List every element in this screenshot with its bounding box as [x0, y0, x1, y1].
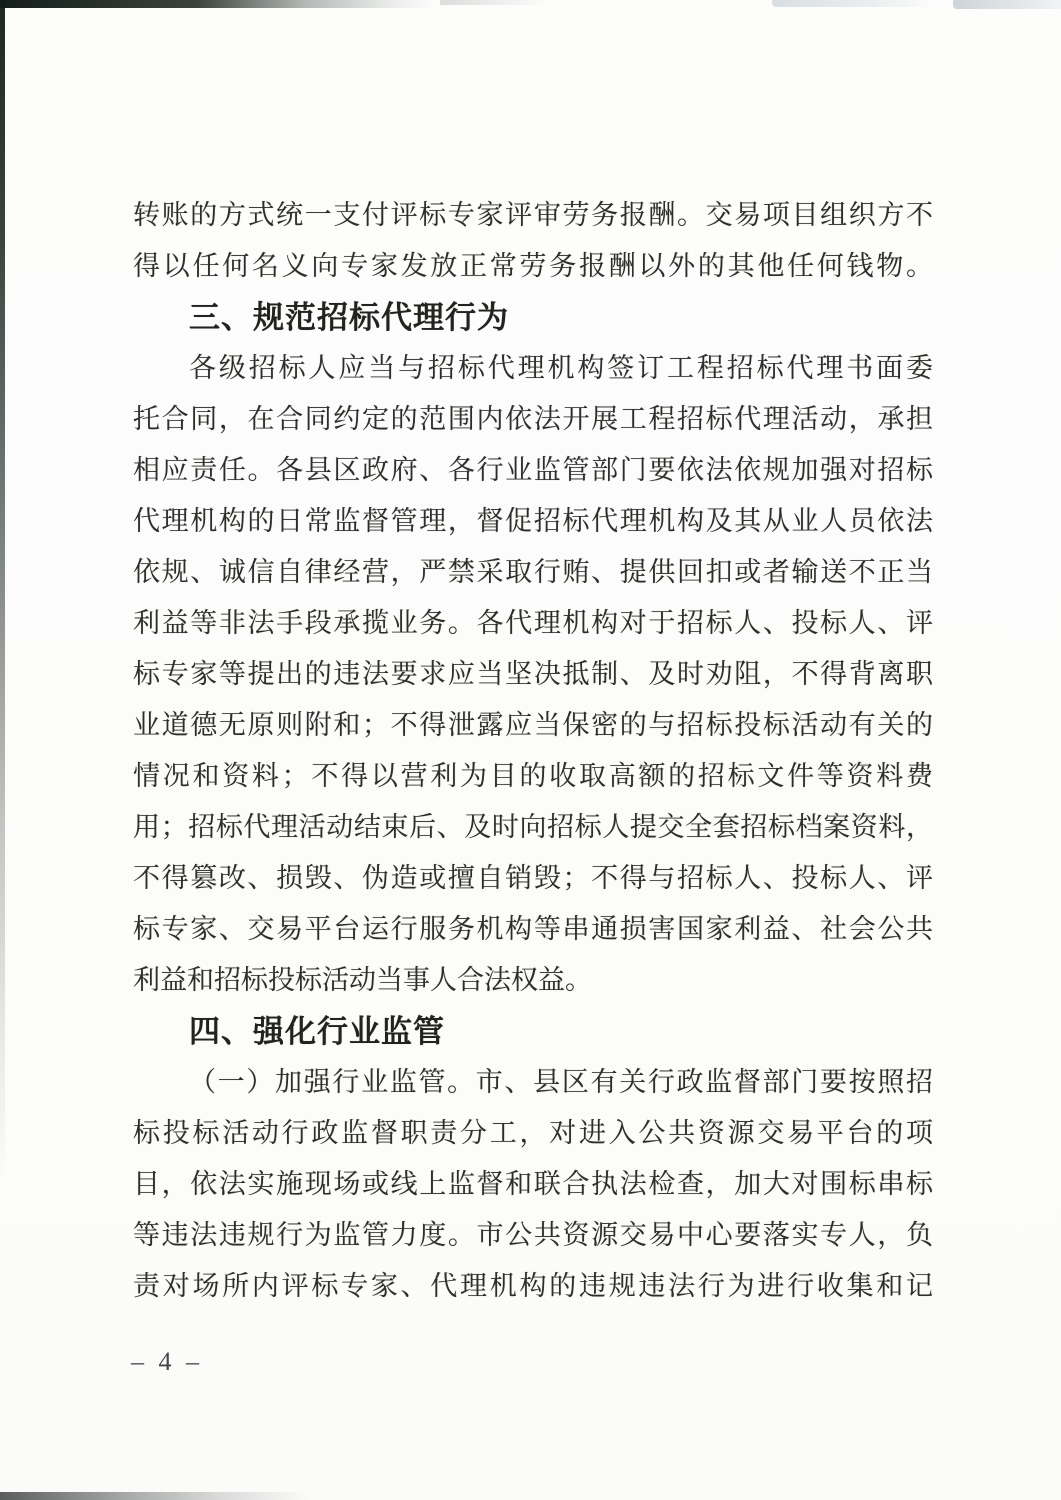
- text-line: 依规、诚信自律经营，严禁采取行贿、提供回扣或者输送不正当: [133, 557, 933, 587]
- text-line: 托合同，在合同约定的范围内依法开展工程招标代理活动，承担: [133, 404, 933, 434]
- text-line: 业道德无原则附和；不得泄露应当保密的与招标投标活动有关的: [133, 710, 933, 740]
- scan-artifact-top-right-corner: [953, 0, 1061, 9]
- scan-artifact-bottom-edge: [0, 1492, 310, 1500]
- text-line: 利益和招标投标活动当事人合法权益。: [133, 965, 592, 995]
- page-number: – 4 –: [131, 1347, 203, 1376]
- text-line: 转账的方式统一支付评标专家评审劳务报酬。交易项目组织方不: [133, 200, 933, 230]
- text-line: 情况和资料；不得以营利为目的收取高额的招标文件等资料费: [133, 761, 933, 791]
- scan-artifact-top-left-edge: [0, 0, 435, 8]
- text-line: 标专家、交易平台运行服务机构等串通损害国家利益、社会公共: [133, 914, 933, 944]
- section-heading: 三、规范招标代理行为: [189, 300, 509, 335]
- text-line: 等违法违规行为监管力度。市公共资源交易中心要落实专人，负: [133, 1220, 933, 1250]
- text-line: 得以任何名义向专家发放正常劳务报酬以外的其他任何钱物。: [133, 251, 933, 281]
- text-line: 相应责任。各县区政府、各行业监管部门要依法依规加强对招标: [133, 455, 933, 485]
- text-line: 代理机构的日常监督管理，督促招标代理机构及其从业人员依法: [133, 506, 933, 536]
- text-line: 目，依法实施现场或线上监督和联合执法检查，加大对围标串标: [133, 1169, 933, 1199]
- text-line: 标投标活动行政监督职责分工，对进入公共资源交易平台的项: [133, 1118, 933, 1148]
- text-line: （一）加强行业监管。市、县区有关行政监督部门要按照招: [189, 1067, 933, 1097]
- text-line: 用；招标代理活动结束后、及时向招标人提交全套招标档案资料，: [133, 812, 933, 842]
- text-line: 各级招标人应当与招标代理机构签订工程招标代理书面委: [189, 353, 933, 383]
- text-line: 标专家等提出的违法要求应当坚决抵制、及时劝阻，不得背离职: [133, 659, 933, 689]
- scan-artifact-top-right-smudge: [772, 0, 937, 7]
- text-line: 不得篡改、损毁、伪造或擅自销毁；不得与招标人、投标人、评: [133, 863, 933, 893]
- scan-artifact-top-mid-edge: [440, 0, 560, 5]
- text-line: 责对场所内评标专家、代理机构的违规违法行为进行收集和记: [133, 1271, 933, 1301]
- scan-artifact-left-edge: [0, 0, 5, 1180]
- text-line: 利益等非法手段承揽业务。各代理机构对于招标人、投标人、评: [133, 608, 933, 638]
- document-text-block: [133, 190, 933, 1312]
- section-heading: 四、强化行业监管: [189, 1014, 445, 1049]
